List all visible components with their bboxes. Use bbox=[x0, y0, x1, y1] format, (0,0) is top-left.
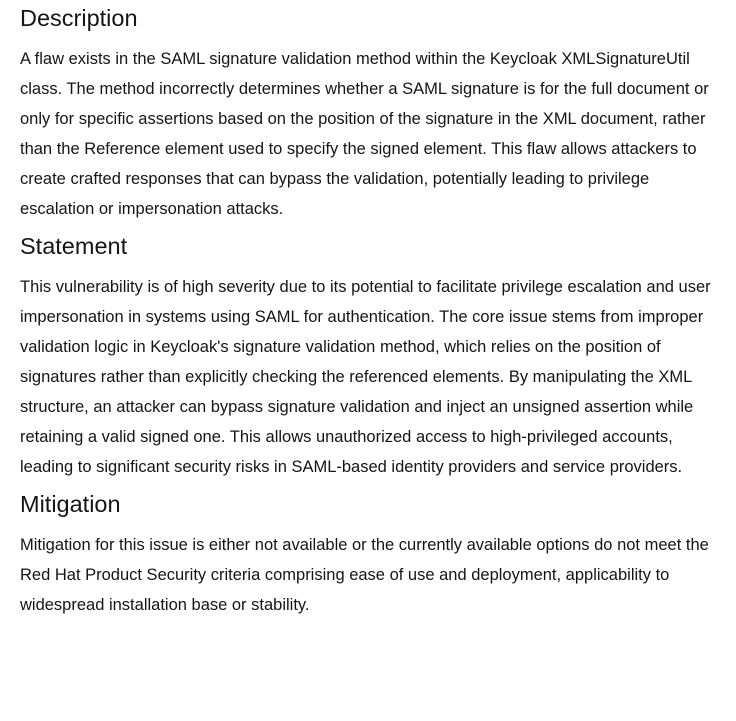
mitigation-heading: Mitigation bbox=[20, 491, 121, 517]
statement-text: This vulnerability is of high severity due to its potential to facilitate privilege escalation and user impersonation in systems using SAML for authentication. The core issue stems from improper validation logic in Keycloak's signature validation method, which relies on the position of signatures rather than explicitly checking the referenced elements. By manipulating the XML structure, an attacker can bypass signature validation and inject an unsigned assertion while retaining a valid signed one. This allows unauthorized access to high-privileged accounts, leading to significant security risks in SAML-based identity providers and service providers. bbox=[20, 278, 711, 476]
statement-heading: Statement bbox=[20, 233, 128, 259]
mitigation-text: Mitigation for this issue is either not available or the currently available options do not meet the Red Hat Product Security criteria comprising ease of use and deployment, applicability to widespread installation base or stability. bbox=[20, 536, 709, 614]
statement-section bbox=[20, 230, 716, 482]
description-section bbox=[20, 2, 716, 224]
description-heading: Description bbox=[20, 5, 138, 31]
description-text: A flaw exists in the SAML signature validation method within the Keycloak XMLSignatureUtil class. The method incorrectly determines whether a SAML signature is for the full document or only for specific assertions based on the position of the signature in the XML document, rather than the Reference element used to specify the signed element. This flaw allows attackers to create crafted responses that can bypass the validation, potentially leading to privilege escalation or impersonation attacks. bbox=[20, 50, 709, 218]
mitigation-section bbox=[20, 488, 716, 620]
